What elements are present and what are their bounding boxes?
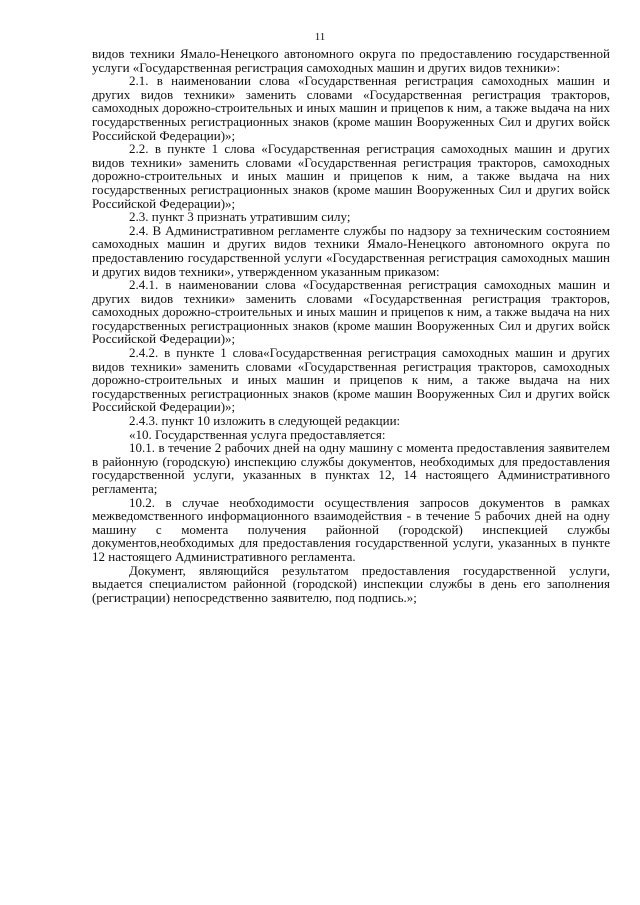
paragraph: Документ, являющийся результатом предоставления государственной услуги, выдается специалистом районной (городской) инспекции службы в день его заполнения (регистрации) непосредственно заявителю, под подпись.»; — [92, 562, 610, 605]
paragraph: 2.3. пункт 3 признать утратившим силу; — [129, 209, 351, 225]
paragraph: «10. Государственная услуга предоставляется: — [129, 426, 386, 442]
paragraph: видов техники Ямало-Ненецкого автономного округа по предоставлению государственной услуги «Государственная регистрация самоходных машин и других видов техники»: — [92, 46, 610, 75]
page-number: 11 — [314, 31, 326, 43]
paragraph: 2.4.1. в наименовании слова «Государственная регистрация самоходных машин и других видов техники» заменить словами «Государственная регистрация тракторов, самоходных дорожно-строительных и иных машин и прицепов к ним, а также выдача на них государственных регистрационных знаков (кроме машин Вооруженных Сил и других войск Российской Федерации)»; — [92, 277, 610, 347]
paragraph: 2.1. в наименовании слова «Государственная регистрация самоходных машин и других видов техники» заменить словами «Государственная регистрация тракторов, самоходных дорожно-строительных и иных машин и прицепов к ним, а также выдача на них государственных регистрационных знаков (кроме машин Вооруженных Сил и других войск Российской Федерации)»; — [92, 73, 610, 143]
paragraph: 2.2. в пункте 1 слова «Государственная регистрация самоходных машин и других видов техники» заменить словами «Государственная регистрация тракторов, самоходных дорожно-строительных и иных машин и прицепов к ним, а также выдача на них государственных регистрационных знаков (кроме машин Вооруженных Сил и других войск Российской Федерации)»; — [92, 141, 610, 211]
paragraph: 10.1. в течение 2 рабочих дней на одну машину с момента предоставления заявителем в районную (городскую) инспекцию службы документов, необходимых для предоставления государственной услуги, указанных в пунктах 12, 14 настоящего Административного регламента; — [92, 440, 610, 496]
paragraph: 2.4.2. в пункте 1 слова«Государственная регистрация самоходных машин и других видов техники» заменить словами «Государственная регистрация тракторов, самоходных дорожно-строительных и иных машин и прицепов к ним, а также выдача на них государственных регистрационных знаков (кроме машин Вооруженных Сил и других войск Российской Федерации)»; — [92, 345, 610, 415]
document-body — [92, 47, 610, 604]
paragraph: 10.2. в случае необходимости осуществления запросов документов в рамках межведомственного информационного взаимодействия - в течение 5 рабочих дней на одну машину с момента получения районной (городской) инспекцией службы документов,необходимых для предоставления государственной услуги, указанных в пункте 12 настоящего Административного регламента. — [92, 494, 610, 564]
paragraph: 2.4. В Административном регламенте службы по надзору за техническим состоянием самоходных машин и других видов техники Ямало-Ненецкого автономного округа по предоставлению государственной услуги «Государственная регистрация самоходных машин и других видов техники», утвержденном указанным приказом: — [92, 222, 610, 279]
paragraph: 2.4.3. пункт 10 изложить в следующей редакции: — [129, 413, 401, 429]
